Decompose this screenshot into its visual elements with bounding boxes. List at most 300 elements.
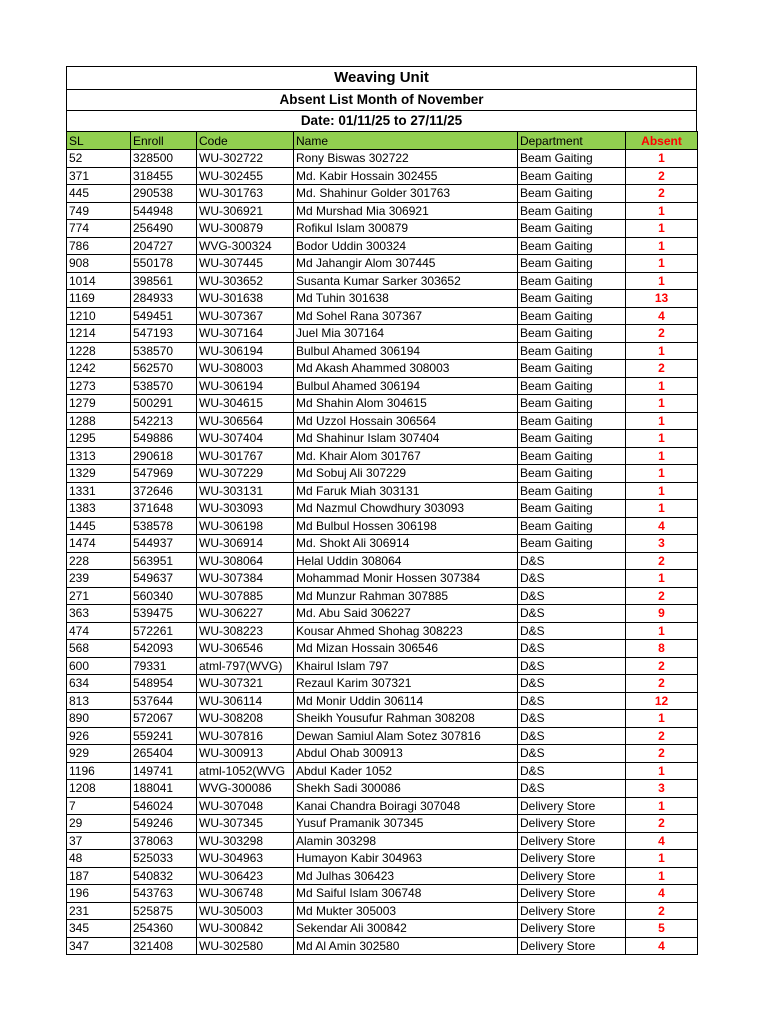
table-row <box>67 692 698 710</box>
cell-enroll: 500291 <box>131 395 197 413</box>
table-row <box>67 377 698 395</box>
cell-department: Beam Gaiting <box>518 167 626 185</box>
table-row <box>67 325 698 343</box>
cell-name: Abdul Kader 1052 <box>294 762 518 780</box>
table-row <box>67 500 698 518</box>
cell-department: D&S <box>518 692 626 710</box>
cell-code: WU-308223 <box>197 622 294 640</box>
cell-department: Beam Gaiting <box>518 185 626 203</box>
cell-absent: 4 <box>626 307 698 325</box>
cell-enroll: 547193 <box>131 325 197 343</box>
cell-code: WU-300879 <box>197 220 294 238</box>
cell-absent: 2 <box>626 587 698 605</box>
cell-sl: 1288 <box>67 412 131 430</box>
cell-department: Beam Gaiting <box>518 290 626 308</box>
cell-sl: 239 <box>67 570 131 588</box>
cell-absent: 1 <box>626 377 698 395</box>
table-row <box>67 447 698 465</box>
cell-absent: 1 <box>626 710 698 728</box>
cell-code: WU-307345 <box>197 815 294 833</box>
cell-sl: 1214 <box>67 325 131 343</box>
table-row <box>67 552 698 570</box>
cell-absent: 1 <box>626 622 698 640</box>
cell-enroll: 256490 <box>131 220 197 238</box>
cell-code: WU-307367 <box>197 307 294 325</box>
table-row <box>67 727 698 745</box>
cell-sl: 363 <box>67 605 131 623</box>
cell-absent: 1 <box>626 220 698 238</box>
cell-name: Md Mizan Hossain 306546 <box>294 640 518 658</box>
cell-department: D&S <box>518 780 626 798</box>
cell-enroll: 559241 <box>131 727 197 745</box>
cell-enroll: 538570 <box>131 377 197 395</box>
cell-absent: 2 <box>626 815 698 833</box>
cell-absent: 1 <box>626 797 698 815</box>
cell-code: WU-303298 <box>197 832 294 850</box>
cell-enroll: 79331 <box>131 657 197 675</box>
cell-absent: 2 <box>626 167 698 185</box>
table-row <box>67 342 698 360</box>
cell-enroll: 548954 <box>131 675 197 693</box>
cell-absent: 2 <box>626 185 698 203</box>
cell-name: Rezaul Karim 307321 <box>294 675 518 693</box>
cell-department: Beam Gaiting <box>518 395 626 413</box>
cell-department: Beam Gaiting <box>518 517 626 535</box>
cell-code: WU-304963 <box>197 850 294 868</box>
table-row <box>67 587 698 605</box>
cell-sl: 271 <box>67 587 131 605</box>
table-row <box>67 255 698 273</box>
cell-absent: 1 <box>626 342 698 360</box>
cell-enroll: 371648 <box>131 500 197 518</box>
cell-absent: 1 <box>626 762 698 780</box>
cell-code: WU-307816 <box>197 727 294 745</box>
cell-code: WU-306198 <box>197 517 294 535</box>
cell-code: WU-307404 <box>197 430 294 448</box>
cell-department: D&S <box>518 762 626 780</box>
cell-department: D&S <box>518 675 626 693</box>
cell-code: WU-305003 <box>197 902 294 920</box>
col-header-department: Department <box>518 132 626 150</box>
table-row <box>67 465 698 483</box>
cell-sl: 786 <box>67 237 131 255</box>
cell-enroll: 572067 <box>131 710 197 728</box>
cell-absent: 1 <box>626 412 698 430</box>
cell-name: Md Al Amin 302580 <box>294 937 518 955</box>
absent-sheet <box>66 66 697 955</box>
cell-absent: 1 <box>626 482 698 500</box>
table-row <box>67 167 698 185</box>
cell-sl: 37 <box>67 832 131 850</box>
cell-code: WVG-300324 <box>197 237 294 255</box>
cell-department: Delivery Store <box>518 920 626 938</box>
cell-department: Beam Gaiting <box>518 255 626 273</box>
cell-sl: 1331 <box>67 482 131 500</box>
cell-sl: 48 <box>67 850 131 868</box>
cell-sl: 1228 <box>67 342 131 360</box>
table-row <box>67 815 698 833</box>
cell-enroll: 549451 <box>131 307 197 325</box>
cell-department: Beam Gaiting <box>518 465 626 483</box>
table-row <box>67 640 698 658</box>
table-row <box>67 850 698 868</box>
cell-name: Mohammad Monir Hossen 307384 <box>294 570 518 588</box>
cell-sl: 1273 <box>67 377 131 395</box>
cell-code: WU-306748 <box>197 885 294 903</box>
cell-absent: 4 <box>626 885 698 903</box>
cell-name: Alamin 303298 <box>294 832 518 850</box>
table-row <box>67 517 698 535</box>
cell-department: Beam Gaiting <box>518 237 626 255</box>
cell-sl: 908 <box>67 255 131 273</box>
cell-enroll: 290618 <box>131 447 197 465</box>
cell-department: Beam Gaiting <box>518 220 626 238</box>
cell-absent: 2 <box>626 325 698 343</box>
cell-sl: 929 <box>67 745 131 763</box>
cell-absent: 2 <box>626 902 698 920</box>
cell-department: Beam Gaiting <box>518 500 626 518</box>
table-row <box>67 202 698 220</box>
cell-code: WU-307445 <box>197 255 294 273</box>
cell-sl: 1279 <box>67 395 131 413</box>
table-row <box>67 745 698 763</box>
cell-name: Md Shahin Alom 304615 <box>294 395 518 413</box>
cell-sl: 813 <box>67 692 131 710</box>
table-row <box>67 762 698 780</box>
cell-department: Delivery Store <box>518 850 626 868</box>
cell-department: D&S <box>518 710 626 728</box>
cell-enroll: 188041 <box>131 780 197 798</box>
cell-code: WU-308208 <box>197 710 294 728</box>
cell-name: Md Sohel Rana 307367 <box>294 307 518 325</box>
cell-sl: 634 <box>67 675 131 693</box>
cell-department: D&S <box>518 640 626 658</box>
cell-sl: 1313 <box>67 447 131 465</box>
cell-name: Shekh Sadi 300086 <box>294 780 518 798</box>
cell-name: Kousar Ahmed Shohag 308223 <box>294 622 518 640</box>
cell-code: WU-306423 <box>197 867 294 885</box>
col-header-absent: Absent <box>626 132 698 150</box>
cell-enroll: 321408 <box>131 937 197 955</box>
cell-enroll: 544948 <box>131 202 197 220</box>
cell-department: Beam Gaiting <box>518 535 626 553</box>
table-row <box>67 272 698 290</box>
table-row <box>67 535 698 553</box>
cell-code: WU-302455 <box>197 167 294 185</box>
cell-name: Md. Shokt Ali 306914 <box>294 535 518 553</box>
cell-code: WU-308064 <box>197 552 294 570</box>
cell-name: Md Akash Ahammed 308003 <box>294 360 518 378</box>
cell-enroll: 525875 <box>131 902 197 920</box>
cell-code: WU-300842 <box>197 920 294 938</box>
cell-sl: 1445 <box>67 517 131 535</box>
cell-department: D&S <box>518 552 626 570</box>
cell-absent: 1 <box>626 465 698 483</box>
cell-sl: 1474 <box>67 535 131 553</box>
cell-name: Md. Kabir Hossain 302455 <box>294 167 518 185</box>
cell-code: WU-302580 <box>197 937 294 955</box>
cell-absent: 1 <box>626 850 698 868</box>
cell-sl: 1210 <box>67 307 131 325</box>
cell-code: WU-306114 <box>197 692 294 710</box>
table-row <box>67 150 698 168</box>
cell-name: Abdul Ohab 300913 <box>294 745 518 763</box>
cell-department: Beam Gaiting <box>518 325 626 343</box>
cell-enroll: 549886 <box>131 430 197 448</box>
sheet-subtitle: Absent List Month of November <box>66 89 697 110</box>
col-header-code: Code <box>197 132 294 150</box>
cell-sl: 196 <box>67 885 131 903</box>
cell-enroll: 318455 <box>131 167 197 185</box>
col-header-enroll: Enroll <box>131 132 197 150</box>
cell-absent: 5 <box>626 920 698 938</box>
cell-absent: 13 <box>626 290 698 308</box>
table-row <box>67 237 698 255</box>
cell-name: Bodor Uddin 300324 <box>294 237 518 255</box>
cell-absent: 2 <box>626 552 698 570</box>
cell-enroll: 328500 <box>131 150 197 168</box>
cell-absent: 1 <box>626 867 698 885</box>
table-row <box>67 605 698 623</box>
cell-code: WU-306921 <box>197 202 294 220</box>
cell-absent: 4 <box>626 937 698 955</box>
cell-absent: 1 <box>626 237 698 255</box>
absent-table <box>66 131 698 955</box>
cell-sl: 1295 <box>67 430 131 448</box>
cell-code: WU-301638 <box>197 290 294 308</box>
cell-enroll: 560340 <box>131 587 197 605</box>
cell-department: D&S <box>518 605 626 623</box>
cell-sl: 600 <box>67 657 131 675</box>
cell-sl: 7 <box>67 797 131 815</box>
cell-name: Md Nazmul Chowdhury 303093 <box>294 500 518 518</box>
col-header-name: Name <box>294 132 518 150</box>
cell-department: D&S <box>518 570 626 588</box>
cell-enroll: 542093 <box>131 640 197 658</box>
cell-sl: 347 <box>67 937 131 955</box>
cell-sl: 187 <box>67 867 131 885</box>
cell-department: Beam Gaiting <box>518 150 626 168</box>
cell-absent: 1 <box>626 255 698 273</box>
cell-code: atml-797(WVG) <box>197 657 294 675</box>
cell-sl: 749 <box>67 202 131 220</box>
table-row <box>67 290 698 308</box>
sheet-title: Weaving Unit <box>66 66 697 89</box>
cell-absent: 2 <box>626 675 698 693</box>
cell-enroll: 378063 <box>131 832 197 850</box>
cell-department: Beam Gaiting <box>518 482 626 500</box>
table-row <box>67 307 698 325</box>
table-body <box>67 150 698 955</box>
cell-code: WU-307164 <box>197 325 294 343</box>
cell-absent: 1 <box>626 150 698 168</box>
cell-absent: 9 <box>626 605 698 623</box>
cell-code: WU-301767 <box>197 447 294 465</box>
cell-absent: 12 <box>626 692 698 710</box>
cell-enroll: 542213 <box>131 412 197 430</box>
cell-absent: 8 <box>626 640 698 658</box>
cell-enroll: 372646 <box>131 482 197 500</box>
table-row <box>67 797 698 815</box>
cell-name: Md Uzzol Hossain 306564 <box>294 412 518 430</box>
table-row <box>67 867 698 885</box>
cell-name: Md. Abu Said 306227 <box>294 605 518 623</box>
table-row <box>67 360 698 378</box>
cell-department: Delivery Store <box>518 937 626 955</box>
cell-absent: 2 <box>626 657 698 675</box>
cell-absent: 2 <box>626 745 698 763</box>
cell-sl: 371 <box>67 167 131 185</box>
cell-name: Md. Khair Alom 301767 <box>294 447 518 465</box>
table-row <box>67 412 698 430</box>
cell-sl: 1242 <box>67 360 131 378</box>
cell-name: Md Sobuj Ali 307229 <box>294 465 518 483</box>
cell-absent: 1 <box>626 202 698 220</box>
cell-department: D&S <box>518 587 626 605</box>
cell-enroll: 549637 <box>131 570 197 588</box>
cell-enroll: 572261 <box>131 622 197 640</box>
header-row <box>67 132 698 150</box>
cell-absent: 2 <box>626 727 698 745</box>
cell-code: WU-303652 <box>197 272 294 290</box>
cell-name: Md Julhas 306423 <box>294 867 518 885</box>
cell-sl: 568 <box>67 640 131 658</box>
cell-enroll: 149741 <box>131 762 197 780</box>
cell-sl: 474 <box>67 622 131 640</box>
cell-sl: 890 <box>67 710 131 728</box>
cell-code: WVG-300086 <box>197 780 294 798</box>
cell-enroll: 290538 <box>131 185 197 203</box>
cell-name: Md Bulbul Hossen 306198 <box>294 517 518 535</box>
cell-absent: 4 <box>626 832 698 850</box>
cell-code: atml-1052(WVG <box>197 762 294 780</box>
cell-name: Md Mukter 305003 <box>294 902 518 920</box>
cell-name: Md Faruk Miah 303131 <box>294 482 518 500</box>
cell-absent: 1 <box>626 430 698 448</box>
cell-name: Yusuf Pramanik 307345 <box>294 815 518 833</box>
cell-department: Beam Gaiting <box>518 377 626 395</box>
cell-department: Delivery Store <box>518 885 626 903</box>
cell-absent: 4 <box>626 517 698 535</box>
cell-enroll: 547969 <box>131 465 197 483</box>
table-row <box>67 430 698 448</box>
cell-code: WU-302722 <box>197 150 294 168</box>
cell-sl: 1196 <box>67 762 131 780</box>
cell-name: Humayon Kabir 304963 <box>294 850 518 868</box>
cell-absent: 2 <box>626 360 698 378</box>
cell-enroll: 539475 <box>131 605 197 623</box>
table-row <box>67 570 698 588</box>
table-row <box>67 482 698 500</box>
col-header-sl: SL <box>67 132 131 150</box>
cell-name: Rofikul Islam 300879 <box>294 220 518 238</box>
cell-department: Delivery Store <box>518 797 626 815</box>
cell-name: Md Shahinur Islam 307404 <box>294 430 518 448</box>
table-row <box>67 220 698 238</box>
cell-code: WU-304615 <box>197 395 294 413</box>
cell-department: D&S <box>518 745 626 763</box>
cell-department: D&S <box>518 622 626 640</box>
table-row <box>67 832 698 850</box>
table-row <box>67 885 698 903</box>
cell-enroll: 543763 <box>131 885 197 903</box>
cell-code: WU-307321 <box>197 675 294 693</box>
table-row <box>67 920 698 938</box>
cell-name: Rony Biswas 302722 <box>294 150 518 168</box>
cell-department: Delivery Store <box>518 867 626 885</box>
cell-name: Sekendar Ali 300842 <box>294 920 518 938</box>
cell-sl: 228 <box>67 552 131 570</box>
cell-name: Dewan Samiul Alam Sotez 307816 <box>294 727 518 745</box>
cell-sl: 1208 <box>67 780 131 798</box>
cell-enroll: 525033 <box>131 850 197 868</box>
cell-department: Beam Gaiting <box>518 202 626 220</box>
cell-enroll: 563951 <box>131 552 197 570</box>
table-row <box>67 185 698 203</box>
cell-code: WU-307885 <box>197 587 294 605</box>
cell-absent: 1 <box>626 570 698 588</box>
cell-sl: 29 <box>67 815 131 833</box>
cell-department: Beam Gaiting <box>518 272 626 290</box>
cell-enroll: 265404 <box>131 745 197 763</box>
cell-department: Beam Gaiting <box>518 342 626 360</box>
cell-code: WU-307229 <box>197 465 294 483</box>
cell-name: Md. Shahinur Golder 301763 <box>294 185 518 203</box>
cell-department: Beam Gaiting <box>518 447 626 465</box>
cell-name: Md Murshad Mia 306921 <box>294 202 518 220</box>
cell-absent: 1 <box>626 447 698 465</box>
cell-enroll: 546024 <box>131 797 197 815</box>
table-row <box>67 657 698 675</box>
cell-name: Juel Mia 307164 <box>294 325 518 343</box>
table-row <box>67 395 698 413</box>
table-row <box>67 622 698 640</box>
cell-absent: 3 <box>626 535 698 553</box>
cell-name: Md Jahangir Alom 307445 <box>294 255 518 273</box>
table-row <box>67 902 698 920</box>
cell-name: Bulbul Ahamed 306194 <box>294 342 518 360</box>
cell-code: WU-303093 <box>197 500 294 518</box>
cell-name: Sheikh Yousufur Rahman 308208 <box>294 710 518 728</box>
cell-sl: 445 <box>67 185 131 203</box>
cell-absent: 1 <box>626 395 698 413</box>
cell-enroll: 540832 <box>131 867 197 885</box>
cell-code: WU-306194 <box>197 377 294 395</box>
cell-code: WU-300913 <box>197 745 294 763</box>
cell-department: Delivery Store <box>518 815 626 833</box>
cell-enroll: 284933 <box>131 290 197 308</box>
cell-enroll: 538570 <box>131 342 197 360</box>
cell-code: WU-306227 <box>197 605 294 623</box>
cell-code: WU-306194 <box>197 342 294 360</box>
cell-department: D&S <box>518 727 626 745</box>
cell-code: WU-308003 <box>197 360 294 378</box>
cell-code: WU-307048 <box>197 797 294 815</box>
cell-code: WU-306546 <box>197 640 294 658</box>
cell-code: WU-303131 <box>197 482 294 500</box>
cell-name: Md Saiful Islam 306748 <box>294 885 518 903</box>
cell-enroll: 254360 <box>131 920 197 938</box>
cell-enroll: 562570 <box>131 360 197 378</box>
cell-name: Bulbul Ahamed 306194 <box>294 377 518 395</box>
date-range: Date: 01/11/25 to 27/11/25 <box>66 110 697 131</box>
cell-sl: 52 <box>67 150 131 168</box>
cell-sl: 345 <box>67 920 131 938</box>
cell-department: D&S <box>518 657 626 675</box>
cell-name: Md Monir Uddin 306114 <box>294 692 518 710</box>
cell-enroll: 398561 <box>131 272 197 290</box>
table-row <box>67 710 698 728</box>
